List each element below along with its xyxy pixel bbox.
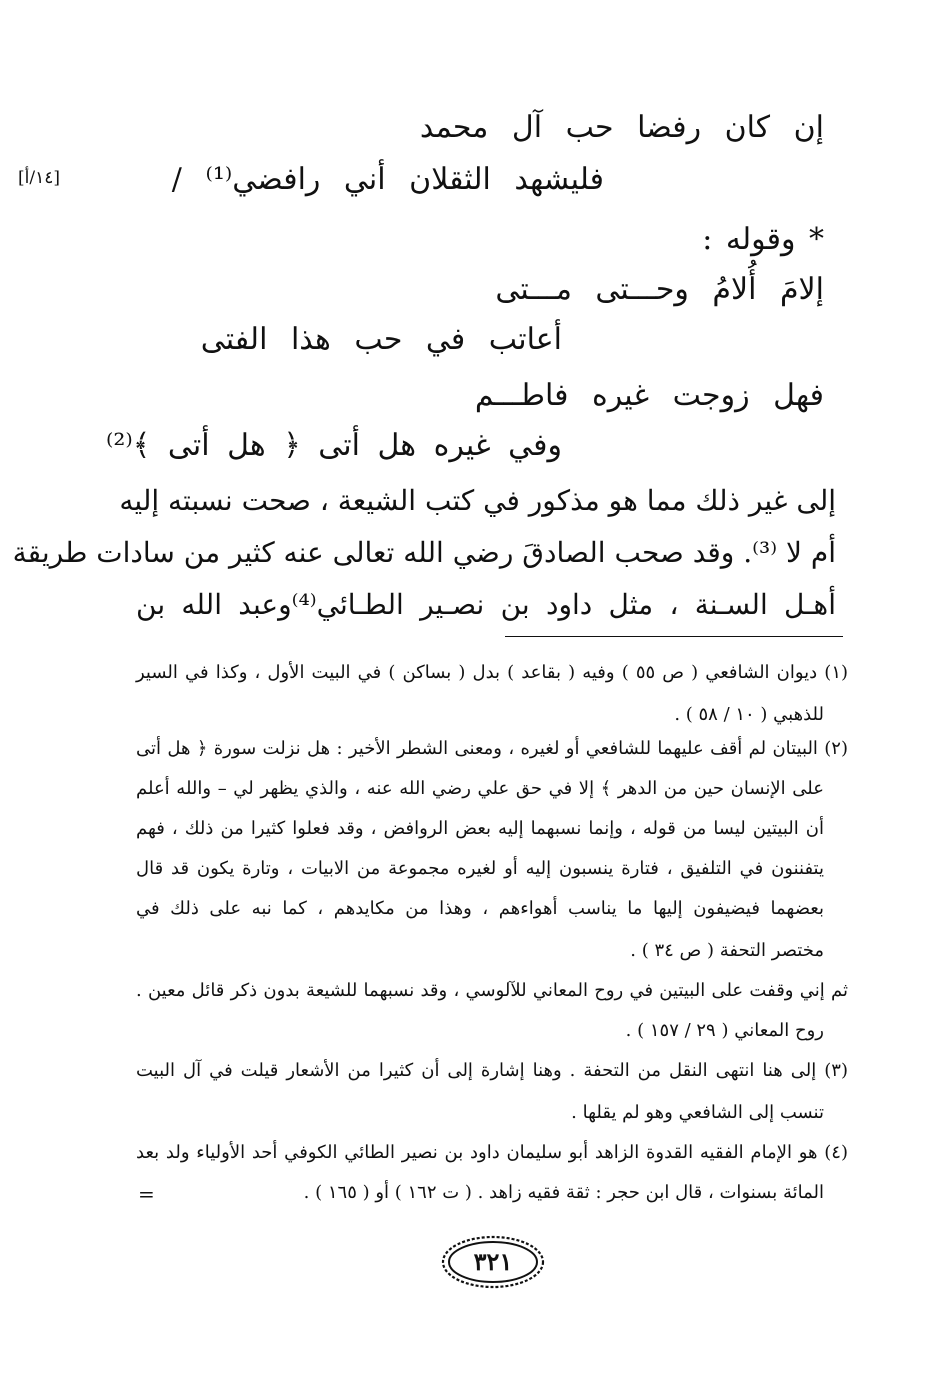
footnote-4-line-2: المائة بسنوات ، قال ابن حجر : ثقة فقيه زاهد . ( ت ١٦٢ ) أو ( ١٦٥ ) .: [303, 1182, 824, 1203]
footnote-2-line-1: (٢) البيتان لم أقف عليهما للشافعي أو لغيره ، ومعنى الشطر الأخير : هل نزلت سورة ﴿ هل أتى: [136, 738, 848, 759]
folio-marker: [١٤/أ]: [18, 168, 60, 188]
poem-two-line-1: إلامَ أُلامُ وحـــتى مـــتى: [495, 272, 824, 307]
poem-two-intro: * وقوله :: [702, 222, 824, 257]
poem-two-line-3: فهل زوجت غيره فاطـــم: [474, 378, 824, 413]
footnote-2-line-2: على الإنسان حين من الدهر ﴾ إلا في حق علي رضي الله عنه ، والذي يظهر لي – والله أعلم: [136, 778, 824, 799]
continuation-mark: =: [138, 1182, 155, 1206]
footnote-4-line-1: (٤) هو الإمام الفقيه القدوة الزاهد أبو سليمان داود بن نصير الطائي الكوفي أحد الأولياء ولد بعد: [136, 1142, 848, 1163]
footnote-1-line-2: للذهبي ( ١٠ / ٥٨ ) .: [674, 704, 824, 725]
page-number-ornament: [440, 1234, 546, 1290]
poem-one-line-2: فليشهد الثقلان أني رافضي⁽¹⁾ /: [171, 162, 604, 197]
footnote-3-line-2: تنسب إلى الشافعي وهو لم يقلها .: [571, 1102, 824, 1123]
poem-one-line-1: إن كان رفضا حب آل محمد: [419, 110, 824, 145]
footnote-1-line-1: (١) ديوان الشافعي ( ص ٥٥ ) وفيه ( بقاعد ) بدل ( بساكن ) في البيت الأول ، وكذا في السير: [136, 662, 849, 683]
body-line-3: أهـل السـنة ، مثل داود بن نصـير الطـائي⁽⁴⁾وعبد الله بن: [136, 588, 836, 621]
footnote-2-line-3: أن البيتين ليسا من قوله ، وإنما نسبهما إليه بعض الروافض ، وقد فعلوا كثيرا من ذلك ، فهم: [136, 818, 824, 839]
footnote-2-line-6: مختصر التحفة ( ص ٣٤ ) .: [630, 940, 824, 961]
poem-two-line-4: وفي غيره هل أتى ﴿ هل أتى ﴾⁽²⁾: [106, 428, 562, 463]
footnote-2-line-7: ثم إني وقفت على البيتين في روح المعاني للآلوسي ، وقد نسبهما للشيعة بدون ذكر قائل معين .: [136, 980, 848, 1001]
footnote-divider: [505, 636, 843, 637]
body-line-2: أم لا ⁽³⁾. وقد صحب الصادقَ رضي الله تعالى عنه كثير من سادات طريقة: [12, 536, 836, 569]
footnote-2-line-4: يتفننون في التلفيق ، فتارة ينسبون إليه أو لغيره مجموعة من الابيات ، وتارة يكون قد قال: [136, 858, 824, 879]
footnote-2-line-8: روح المعاني ( ٢٩ / ١٥٧ ) .: [625, 1020, 824, 1041]
page-number: ٣٢١: [473, 1247, 513, 1276]
body-line-1: إلى غير ذلك مما هو مذكور في كتب الشيعة ، صحت نسبته إليه: [119, 484, 836, 517]
footnote-3-line-1: (٣) إلى هنا انتهى النقل من التحفة . وهنا إشارة إلى أن كثيرا من الأشعار قيلت في آل البيت: [136, 1060, 848, 1081]
footnote-2-line-5: بعضهما فيضيفون إليها ما يناسب أهواءهم ، وهذا من مكايدهم ، كما نبه على ذلك في: [136, 898, 825, 919]
poem-two-line-2: أعاتب في حب هذا الفتى: [200, 322, 562, 357]
